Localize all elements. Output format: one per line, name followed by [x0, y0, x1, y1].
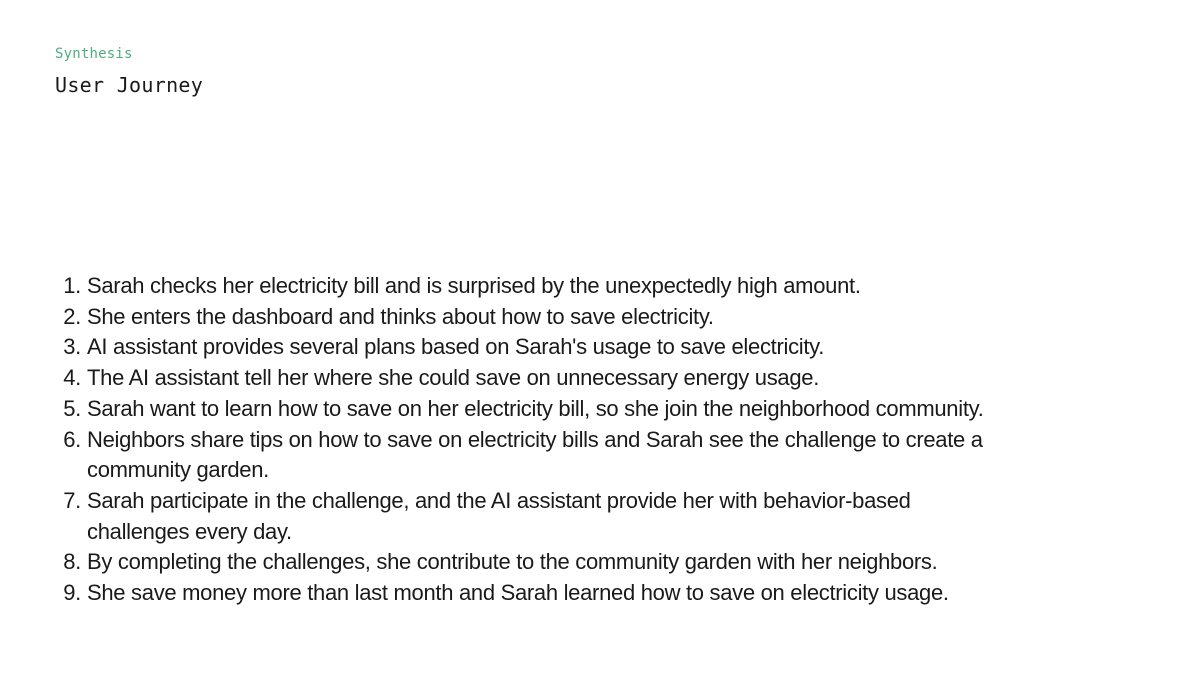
step-number: 1.: [63, 273, 81, 298]
journey-step-3: [0, 332, 1017, 363]
page-title: User Journey: [55, 73, 204, 97]
step-text: The AI assistant tell her where she could save on unnecessary energy usage.: [87, 365, 820, 391]
step-text: She save money more than last month and Sarah learned how to save on electricity usage.: [87, 580, 949, 606]
journey-step-6: [0, 425, 1017, 486]
journey-step-5: [0, 394, 1017, 425]
step-text: Sarah participate in the challenge, and the AI assistant provide her with behavior-based challenges every day.: [87, 487, 911, 544]
step-number: 7.: [63, 487, 81, 513]
step-number: 9.: [63, 580, 81, 606]
journey-step-7: [0, 486, 1017, 547]
user-journey-list: [0, 271, 1100, 609]
step-number: 3.: [63, 334, 81, 360]
step-text: AI assistant provides several plans based on Sarah's usage to save electricity.: [87, 334, 825, 360]
journey-step-4: [0, 363, 1017, 394]
step-number: 5.: [63, 395, 81, 421]
journey-step-9: [0, 578, 1017, 609]
step-number: 8.: [63, 549, 81, 575]
journey-step-2: [0, 302, 1017, 333]
section-label: Synthesis: [55, 46, 133, 62]
step-text: Neighbors share tips on how to save on electricity bills and Sarah see the challenge to create a community garden.: [87, 426, 983, 483]
step-text: She enters the dashboard and thinks about how to save electricity.: [87, 303, 714, 329]
step-text: Sarah want to learn how to save on her electricity bill, so she join the neighborhood community.: [87, 395, 984, 421]
step-number: 2.: [63, 303, 81, 329]
step-number: 6.: [63, 426, 81, 452]
journey-step-8: [0, 547, 1017, 578]
step-number: 4.: [63, 365, 81, 391]
step-text: Sarah checks her electricity bill and is surprised by the unexpectedly high amount.: [87, 273, 861, 298]
step-text: By completing the challenges, she contribute to the community garden with her neighbors.: [87, 549, 938, 575]
journey-step-1: [0, 271, 1017, 302]
